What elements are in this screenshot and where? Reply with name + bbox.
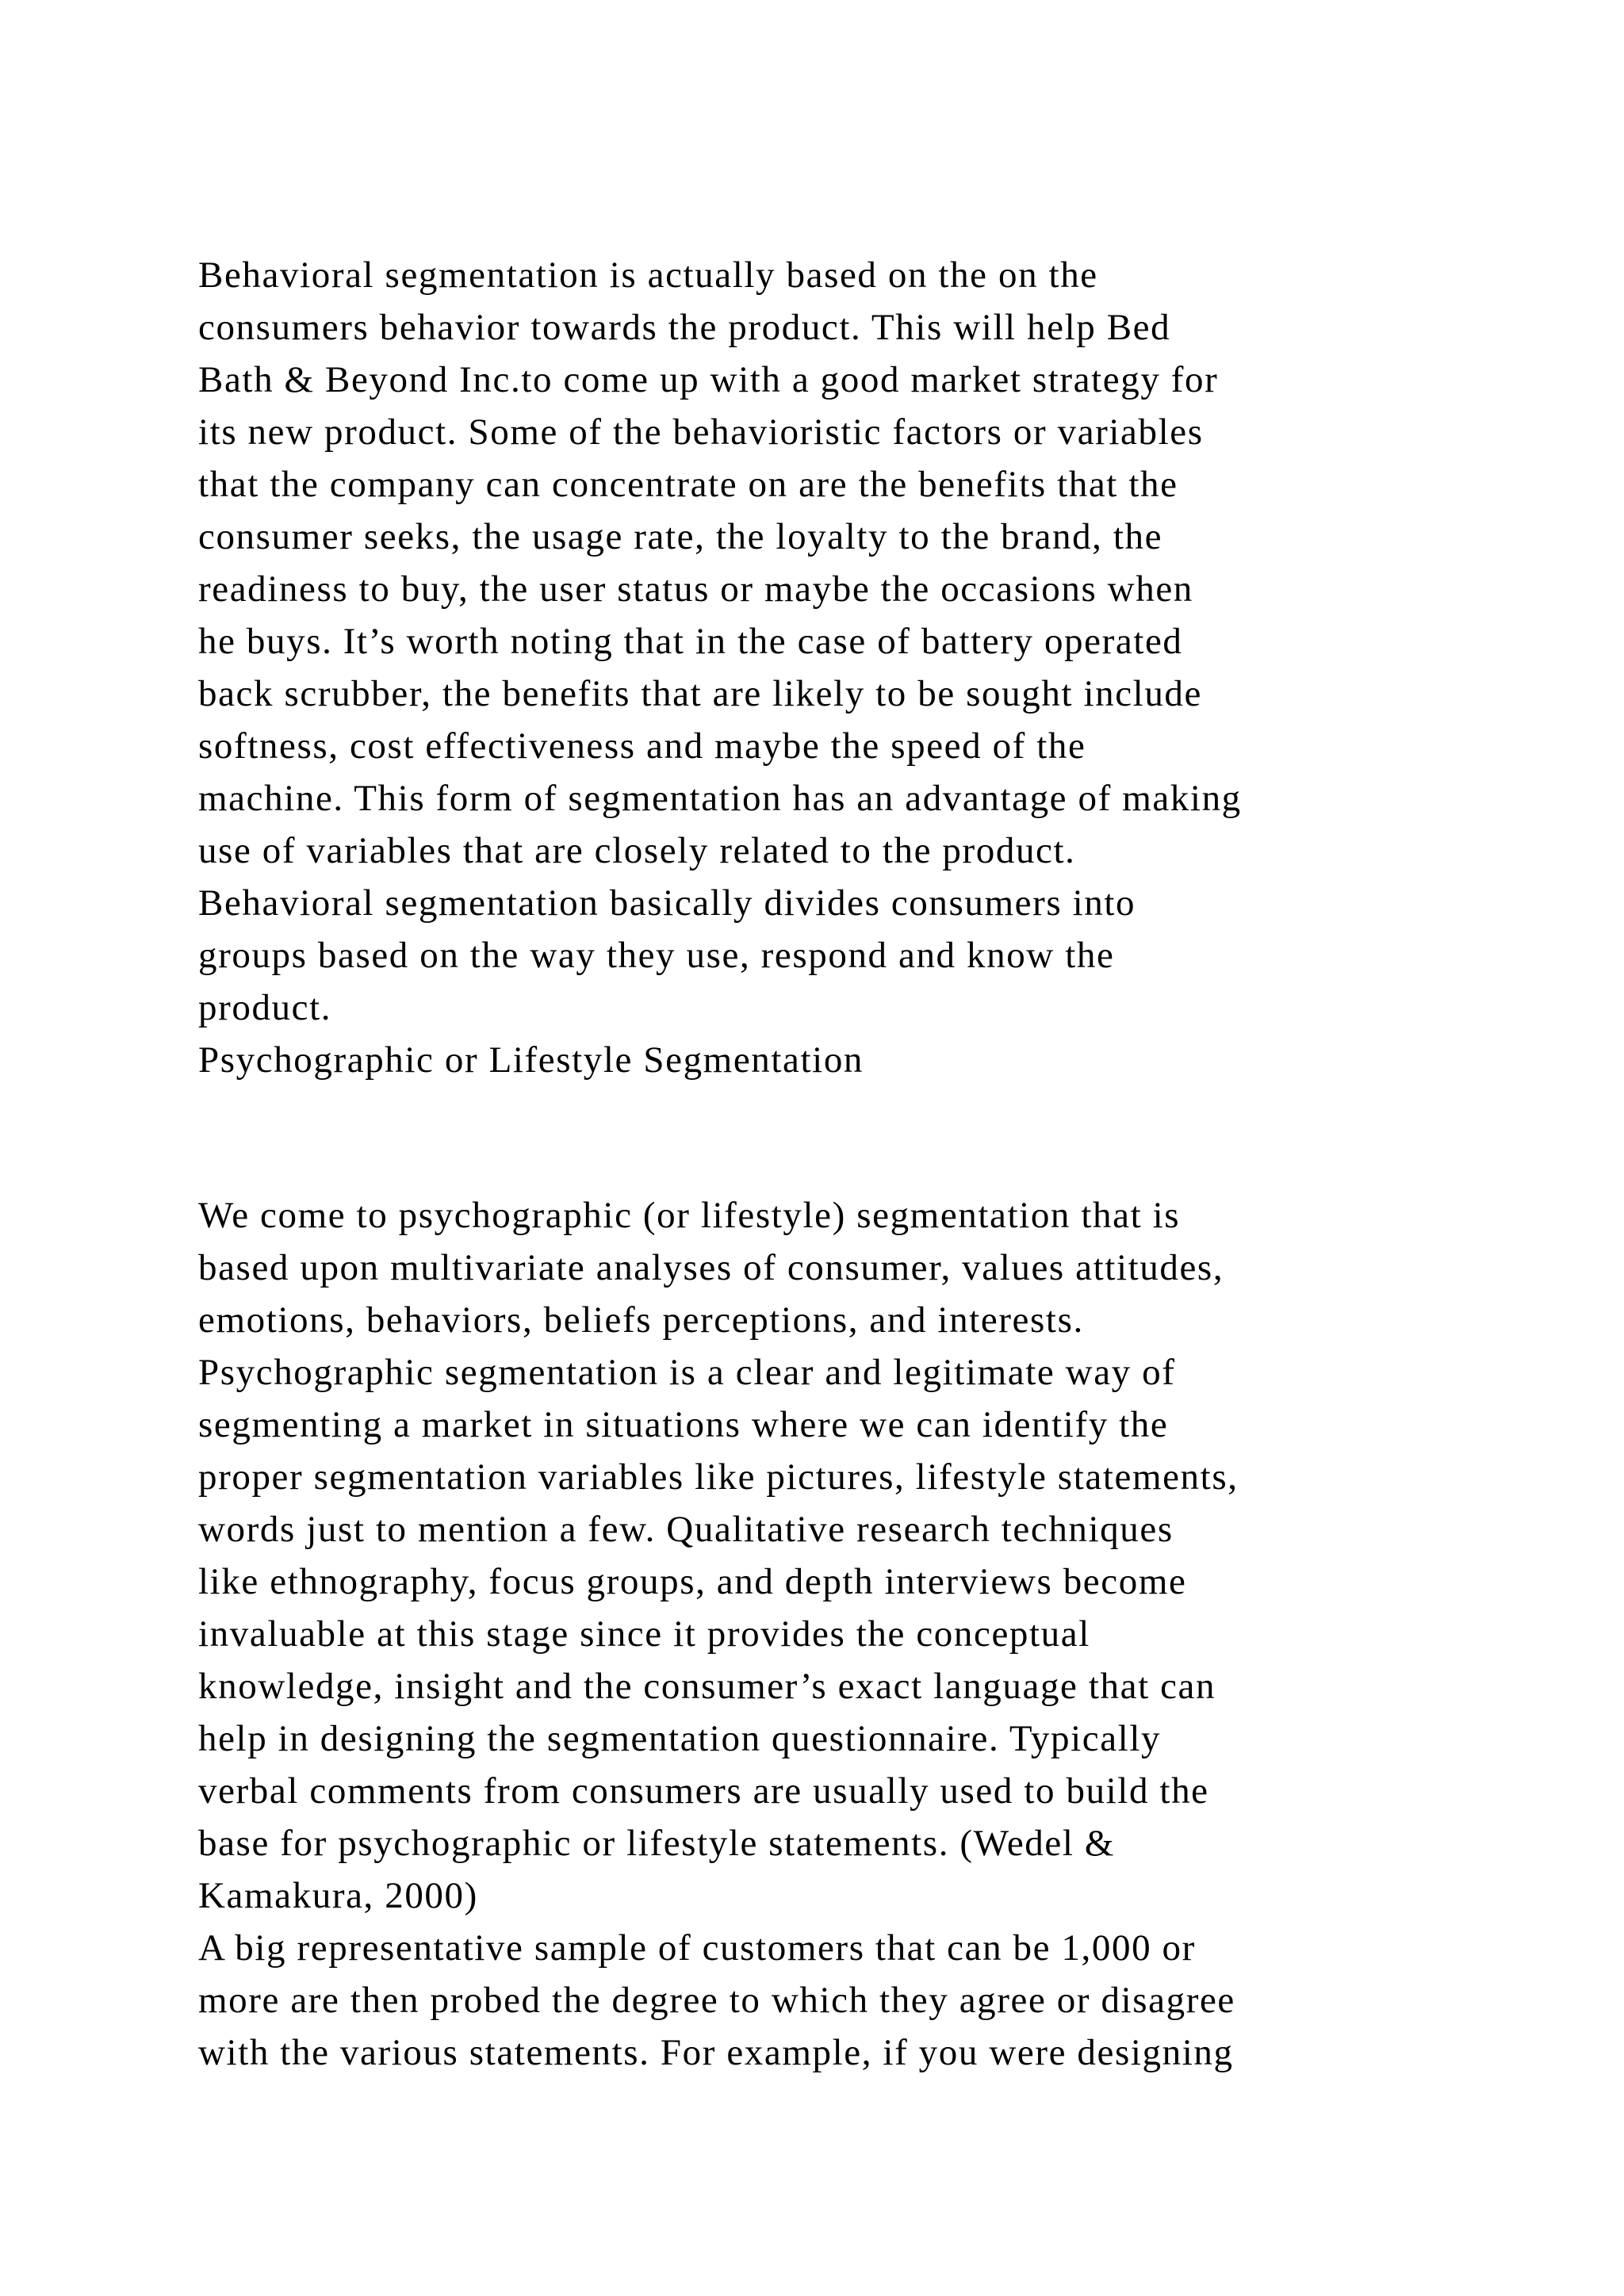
text-line: base for psychographic or lifestyle statements. (Wedel & xyxy=(198,1823,1116,1864)
text-line: consumers behavior towards the product. This will help Bed xyxy=(198,307,1171,348)
text-line: Behavioral segmentation basically divides consumers into xyxy=(198,882,1136,924)
text-line: Psychographic segmentation is a clear and legitimate way of xyxy=(198,1352,1176,1393)
text-line: Bath & Beyond Inc.to come up with a good market strategy for xyxy=(198,359,1219,400)
text-line: its new product. Some of the behavioristic factors or variables xyxy=(198,411,1204,453)
text-line: like ethnography, focus groups, and depth interviews become xyxy=(198,1561,1187,1602)
text-line: help in designing the segmentation questionnaire. Typically xyxy=(198,1718,1162,1759)
text-line: readiness to buy, the user status or maybe the occasions when xyxy=(198,568,1193,610)
text-line: invaluable at this stage since it provides the conceptual xyxy=(198,1613,1090,1655)
paragraph-psychographic-segmentation xyxy=(198,1189,1546,2079)
text-line: knowledge, insight and the consumer’s exact language that can xyxy=(198,1666,1216,1707)
text-line: more are then probed the degree to which they agree or disagree xyxy=(198,1980,1235,2021)
text-line: groups based on the way they use, respond and know the xyxy=(198,935,1115,976)
text-line: use of variables that are closely related to the product. xyxy=(198,830,1076,871)
text-line: words just to mention a few. Qualitative research techniques xyxy=(198,1509,1174,1550)
text-line: Kamakura, 2000) xyxy=(198,1875,478,1916)
text-line: product. xyxy=(198,987,332,1028)
text-line: machine. This form of segmentation has an advantage of making xyxy=(198,778,1242,819)
text-line: back scrubber, the benefits that are likely to be sought include xyxy=(198,673,1202,714)
text-line: verbal comments from consumers are usually used to build the xyxy=(198,1770,1209,1812)
text-line: with the various statements. For example, if you were designing xyxy=(198,2032,1234,2073)
text-line: Behavioral segmentation is actually based on the on the xyxy=(198,254,1098,296)
section-heading: Psychographic or Lifestyle Segmentation xyxy=(198,1039,864,1081)
text-line: A big representative sample of customers that can be 1,000 or xyxy=(198,1927,1196,1969)
text-line: proper segmentation variables like pictures, lifestyle statements, xyxy=(198,1456,1239,1498)
text-line: consumer seeks, the usage rate, the loyalty to the brand, the xyxy=(198,516,1163,557)
paragraph-behavioral-segmentation xyxy=(198,249,1546,1086)
text-line: softness, cost effectiveness and maybe the speed of the xyxy=(198,725,1086,767)
text-line: he buys. It’s worth noting that in the case of battery operated xyxy=(198,621,1183,662)
text-line: We come to psychographic (or lifestyle) segmentation that is xyxy=(198,1195,1181,1236)
text-line: that the company can concentrate on are the benefits that the xyxy=(198,464,1178,505)
text-line: segmenting a market in situations where we can identify the xyxy=(198,1404,1169,1445)
text-line: based upon multivariate analyses of consumer, values attitudes, xyxy=(198,1247,1224,1288)
text-line: emotions, behaviors, beliefs perceptions, and interests. xyxy=(198,1299,1084,1341)
